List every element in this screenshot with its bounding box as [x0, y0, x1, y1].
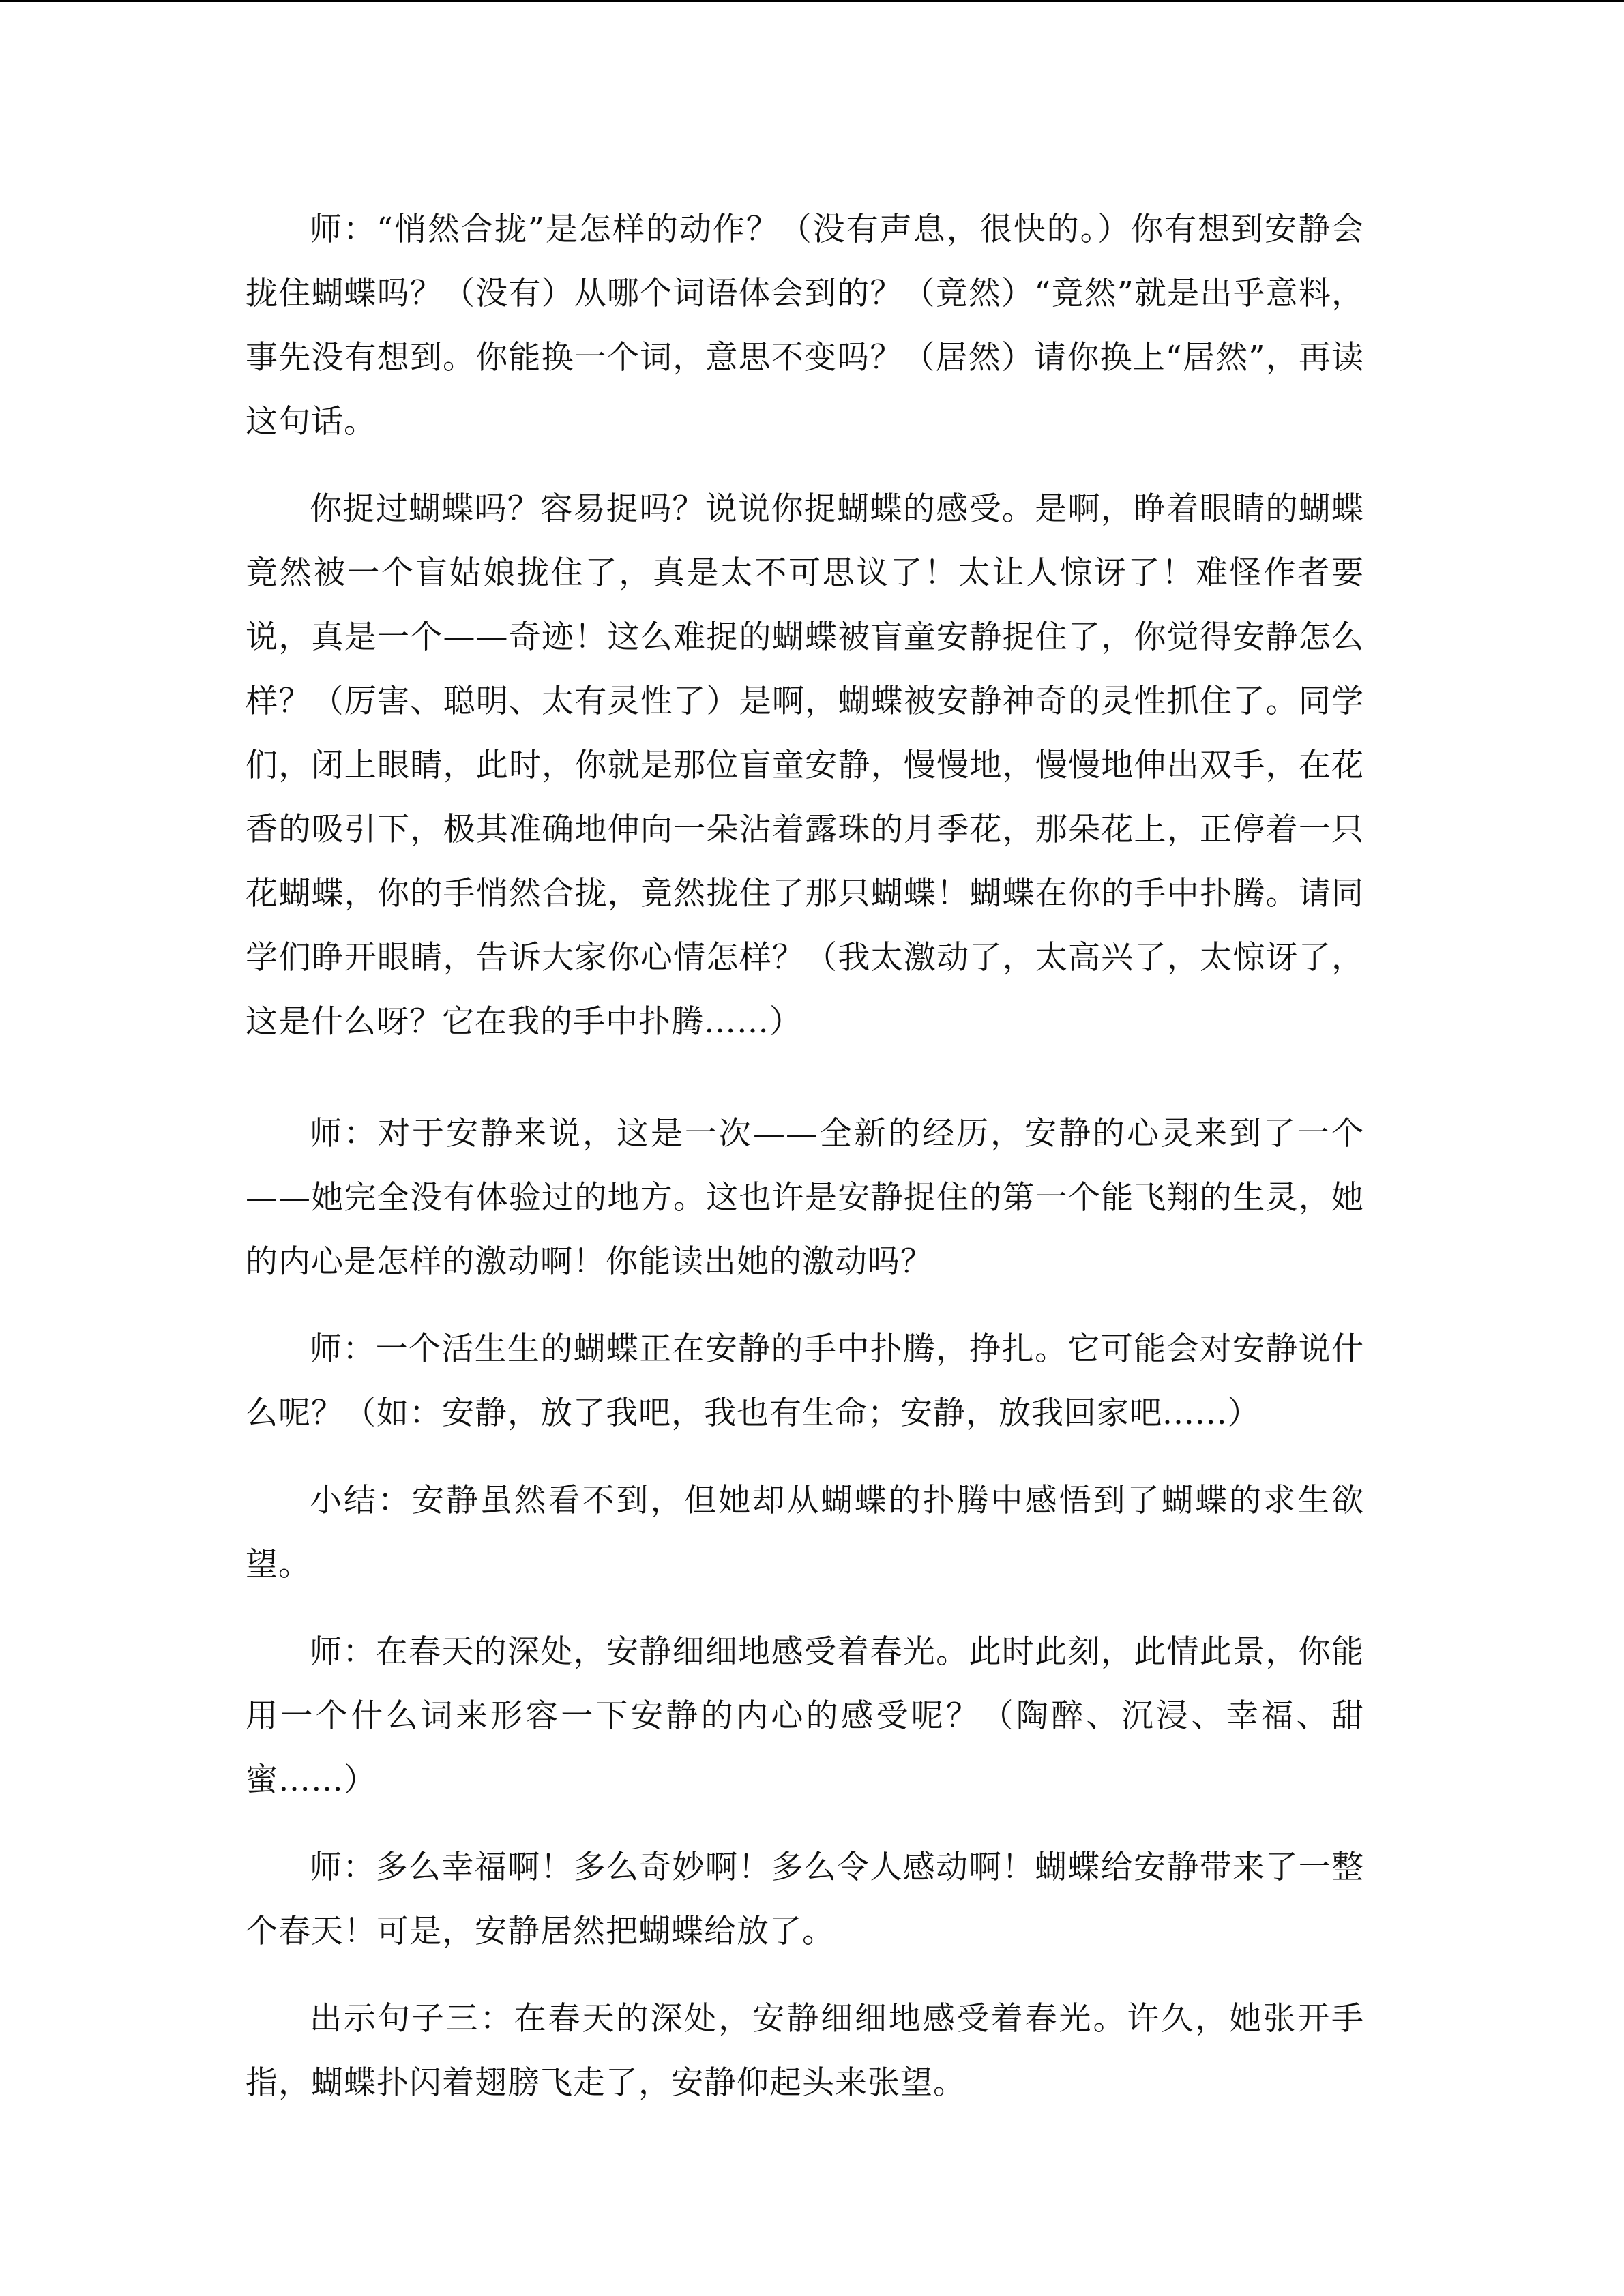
paragraph-1: 师：“悄然合拢”是怎样的动作？（没有声息，很快的。）你有想到安静会拢住蝴蝶吗？（没有）从哪个词语体会到的？（竟然）“竟然”就是出乎意料，事先没有想到。你能换一个词，意思不变吗？（居然）请你换上“居然”，再读这句话。: [246, 211, 1364, 441]
paragraph-6: 师：在春天的深处，安静细细地感受着春光。此时此刻，此情此景，你能用一个什么词来形容一下安静的内心的感受呢？（陶醉、沉浸、幸福、甜蜜……）: [246, 1633, 1364, 1799]
paragraph-7: 师：多么幸福啊！多么奇妙啊！多么令人感动啊！蝴蝶给安静带来了一整个春天！可是，安静居然把蝴蝶给放了。: [246, 1849, 1364, 1950]
paragraph-4: 师：一个活生生的蝴蝶正在安静的手中扑腾，挣扎。它可能会对安静说什么呢？（如：安静，放了我吧，我也有生命；安静，放我回家吧......）: [246, 1330, 1364, 1432]
page-top-border: [0, 0, 1624, 2]
paragraph-3: 师：对于安静来说，这是一次——全新的经历，安静的心灵来到了一个——她完全没有体验过的地方。这也许是安静捉住的第一个能飞翔的生灵，她的内心是怎样的激动啊！你能读出她的激动吗？: [246, 1115, 1364, 1281]
paragraph-5: 小结：安静虽然看不到，但她却从蝴蝶的扑腾中感悟到了蝴蝶的求生欲望。: [246, 1482, 1364, 1583]
paragraph-8: 出示句子三：在春天的深处，安静细细地感受着春光。许久，她张开手指，蝴蝶扑闪着翅膀飞走了，安静仰起头来张望。: [246, 2000, 1364, 2102]
document-body: [246, 198, 1364, 2138]
paragraph-2: 你捉过蝴蝶吗？容易捉吗？说说你捉蝴蝶的感受。是啊，睁着眼睛的蝴蝶竟然被一个盲姑娘拢住了，真是太不可思议了！太让人惊讶了！难怪作者要说，真是一个——奇迹！这么难捉的蝴蝶被盲童安静捉住了，你觉得安静怎么样？（厉害、聪明、太有灵性了）是啊，蝴蝶被安静神奇的灵性抓住了。同学们，闭上眼睛，此时，你就是那位盲童安静，慢慢地，慢慢地伸出双手，在花香的吸引下，极其准确地伸向一朵沾着露珠的月季花，那朵花上，正停着一只花蝴蝶，你的手悄然合拢，竟然拢住了那只蝴蝶！蝴蝶在你的手中扑腾。请同学们睁开眼睛，告诉大家你心情怎样？（我太激动了，太高兴了，太惊讶了，这是什么呀？它在我的手中扑腾……）: [246, 490, 1364, 1041]
